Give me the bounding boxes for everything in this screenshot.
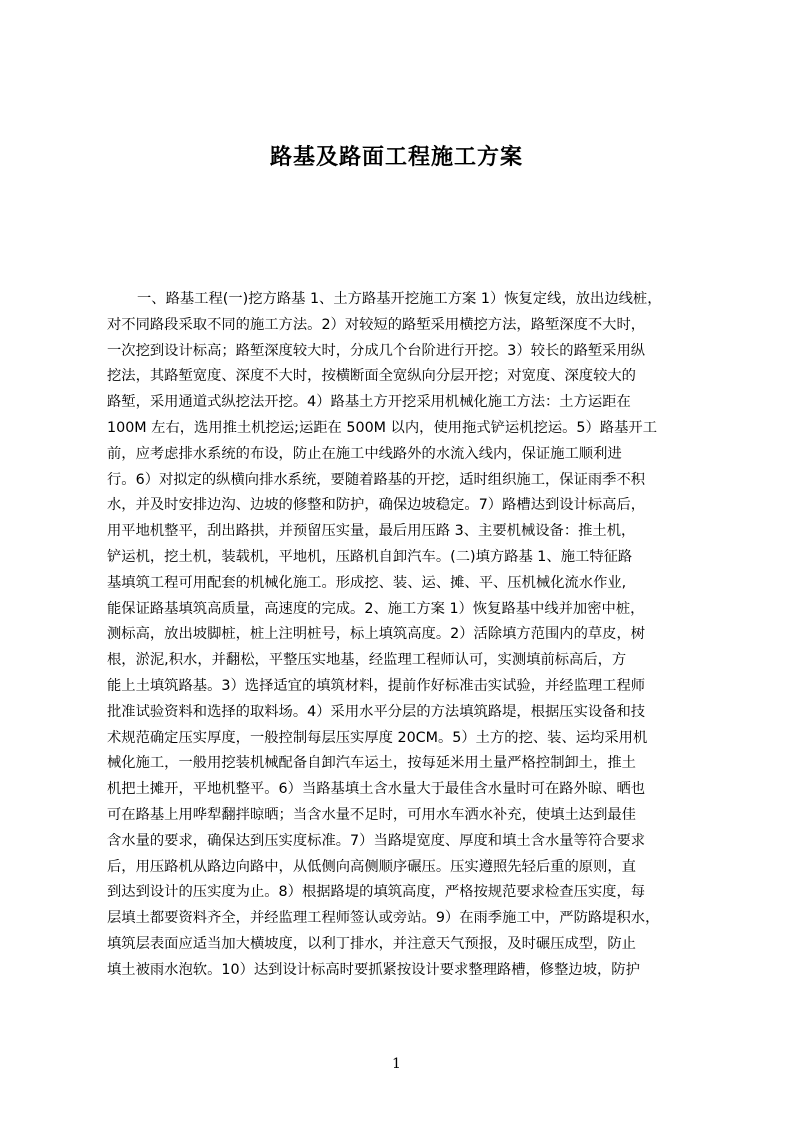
paragraph-line: 可在路基上用哗犁翻拌晾晒；当含水量不足时，可用水车洒水补充，使填土达到最佳 <box>107 806 636 823</box>
paragraph-line: 能保证路基填筑高质量，高速度的完成。2、施工方案 1）恢复路基中线并加密中桩， <box>107 600 645 617</box>
paragraph-line: 械化施工，一般用挖装机械配备自卸汽车运土，按每延米用土量严格控制卸土，推土 <box>107 755 636 772</box>
paragraph-line: 层填土都要资料齐全，并经监理工程师签认或旁站。9）在雨季施工中，严防路堤积水， <box>107 910 660 927</box>
paragraph-line: 水，并及时安排边沟、边坡的修整和防护，确保边坡稳定。7）路槽达到设计标高后， <box>107 497 646 514</box>
paragraph-line: 填筑层表面应适当加大横坡度，以利丁排水，并注意天气预报，及时碾压成型，防止 <box>107 935 636 952</box>
paragraph-line: 一、路基工程(一)挖方路基 1、土方路基开挖施工方案 1）恢复定线，放出边线桩， <box>137 291 662 307</box>
paragraph-line: 铲运机，挖土机，装载机，平地机，压路机自卸汽车。(二)填方路基 1、施工特征路 <box>107 548 633 565</box>
paragraph-line: 用平地机整平，刮出路拱，并预留压实量，最后用压路 3、主要机械设备：推土机， <box>107 523 636 540</box>
paragraph-line: 测标高，放出坡脚桩，桩上注明桩号，标上填筑高度。2）活除填方范围内的草皮，树 <box>107 626 646 643</box>
paragraph-line: 含水量的要求，确保达到压实度标准。7）当路堤宽度、厚度和填土含水量等符合要求 <box>107 832 646 849</box>
paragraph-line: 挖法，其路堑宽度、深度不大时，按横断面全宽纵向分层开挖；对宽度、深度较大的 <box>107 368 636 385</box>
paragraph-line: 填土被雨水泡软。10）达到设计标高时要抓紧按设计要求整理路槽，修整边坡，防护 <box>107 961 640 978</box>
paragraph-line: 一次挖到设计标高；路堑深度较大时，分成几个台阶进行开挖。3）较长的路堑采用纵 <box>107 342 646 359</box>
document-title: 路基及路面工程施工方案 <box>269 145 523 170</box>
paragraph-line: 前，应考虑排水系统的布设，防止在施工中线路外的水流入线内，保证施工顺利进 <box>107 445 622 462</box>
paragraph-line: 机把土摊开，平地机整平。6）当路基填土含水量大于最佳含水量时可在路外晾、晒也 <box>107 781 646 798</box>
paragraph-line: 100M 左右，选用推土机挖运;运距在 500M 以内，使用拖式铲运机挖运。5）路基开工 <box>107 419 657 436</box>
paragraph-line: 路堑，采用通道式纵挖法开挖。4）路基土方开挖采用机械化施工方法：土方运距在 <box>107 394 631 411</box>
paragraph-line: 批准试验资料和选择的取料场。4）采用水平分层的方法填筑路堤，根据压实设备和技 <box>107 703 646 720</box>
paragraph-line: 术规范确定压实厚度，一般控制每层压实厚度 20CM。5）土方的挖、装、运均采用机 <box>107 729 648 746</box>
paragraph-line: 后，用压路机从路边向路中，从低侧向高侧顺序碾压。压实遵照先轻后重的原则，直 <box>107 858 636 875</box>
body-paragraph <box>107 287 697 984</box>
paragraph-line: 行。6）对拟定的纵横向排水系统，要随着路基的开挖，适时组织施工，保证雨季不积 <box>107 471 646 488</box>
page-number: 1 <box>392 1056 401 1072</box>
paragraph-line: 对不同路段采取不同的施工方法。2）对较短的路堑采用横挖方法，路堑深度不大时， <box>107 316 646 333</box>
paragraph-line: 基填筑工程可用配套的机械化施工。形成挖、装、运、摊、平、压机械化流水作业, <box>107 574 627 591</box>
paragraph-line: 根，淤泥,积水，并翻松，平整压实地基，经监理工程师认可，实测填前标高后，方 <box>107 652 627 669</box>
paragraph-line: 到达到设计的压实度为止。8）根据路堤的填筑高度，严格按规范要求检查压实度，每 <box>107 884 646 901</box>
paragraph-line: 能上土填筑路基。3）选择适宜的填筑材料，提前作好标准击实试验，并经监理工程师 <box>107 677 646 694</box>
